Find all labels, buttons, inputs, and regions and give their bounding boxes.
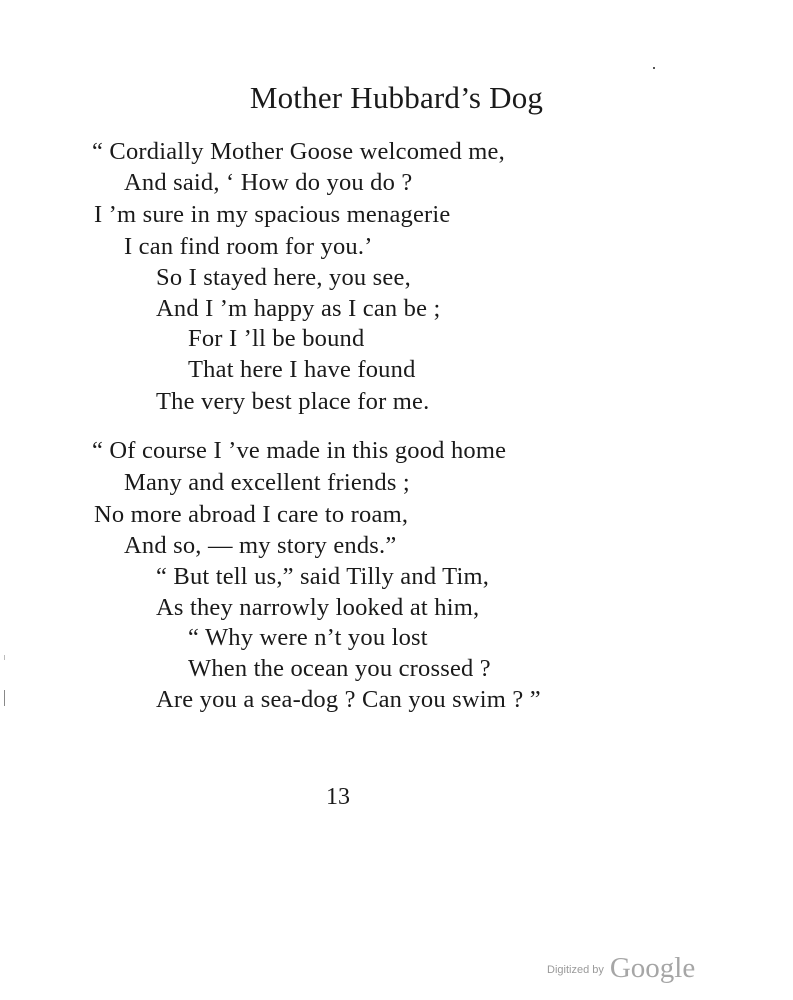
poem-line: I can find room for you.’ <box>124 233 373 260</box>
poem-line: And said, ‘ How do you do ? <box>124 169 413 196</box>
poem-line: “ Why were n’t you lost <box>188 624 428 651</box>
poem-line: For I ’ll be bound <box>188 325 365 352</box>
page-title: Mother Hubbard’s Dog <box>249 80 544 115</box>
scan-edge-mark <box>4 690 5 706</box>
poem-line: Are you a sea-dog ? Can you swim ? ” <box>156 686 541 713</box>
poem-line: “ Cordially Mother Goose welcomed me, <box>92 138 505 165</box>
poem-line: “ But tell us,” said Tilly and Tim, <box>156 563 490 590</box>
poem-line: “ Of course I ’ve made in this good home <box>92 437 507 464</box>
digitized-by-watermark <box>547 952 695 985</box>
scan-speck <box>653 67 655 69</box>
poem-line: And so, — my story ends.” <box>124 532 397 559</box>
watermark-prefix: Digitized by <box>547 964 604 976</box>
poem-line: I ’m sure in my spacious menagerie <box>94 201 451 228</box>
poem-line: The very best place for me. <box>156 388 430 415</box>
poem-line: Many and excellent friends ; <box>124 469 410 496</box>
scan-edge-mark <box>4 655 5 660</box>
google-logo: Google <box>609 952 696 984</box>
poem-line: And I ’m happy as I can be ; <box>156 295 441 322</box>
page-number: 13 <box>326 784 350 810</box>
poem-line: When the ocean you crossed ? <box>188 655 491 682</box>
poem-line: So I stayed here, you see, <box>156 264 411 291</box>
poem-line: That here I have found <box>188 356 416 383</box>
poem-line: No more abroad I care to roam, <box>94 501 409 528</box>
poem-line: As they narrowly looked at him, <box>156 594 480 621</box>
